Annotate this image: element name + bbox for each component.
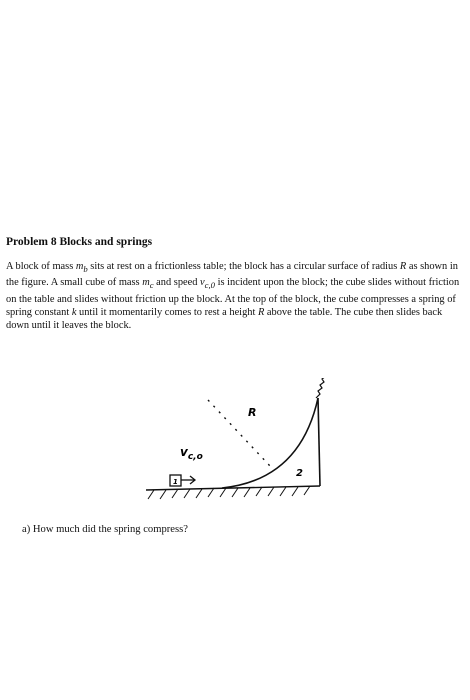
statement-text: and speed xyxy=(153,277,201,289)
math-symbol: m xyxy=(142,277,150,289)
math-symbol: R xyxy=(399,261,407,272)
problem-title: Problem 8 Blocks and springs xyxy=(6,236,153,248)
block-label: 2 xyxy=(296,468,303,479)
block-curved-surface xyxy=(222,398,318,488)
math-subscript: b xyxy=(83,264,88,275)
math-symbol: R xyxy=(257,306,265,318)
figure-drawing xyxy=(140,378,340,508)
math-symbol: v xyxy=(200,277,205,289)
velocity-label: $v_{c,o}$ xyxy=(180,445,203,462)
statement-text: until it momentarily comes to rest a height xyxy=(76,306,258,318)
problem-8 xyxy=(6,236,464,332)
statement-text: A block of mass xyxy=(6,261,76,272)
problem-statement xyxy=(6,260,464,332)
radius-label: R xyxy=(248,406,257,419)
blocks-and-spring-figure xyxy=(140,378,340,508)
math-subscript: c xyxy=(149,280,154,291)
statement-text: sits at rest on a frictionless table; the block has a circular surface of radius xyxy=(87,261,400,272)
radius-line xyxy=(208,400,270,466)
statement-text: above the table. The cube then slides back down until it leaves the block. xyxy=(6,306,443,331)
statement-text: as shown in the figure. A small cube of mass xyxy=(6,261,458,289)
math-symbol: k xyxy=(71,306,77,318)
math-symbol: m xyxy=(75,261,84,272)
math-subscript: c,0 xyxy=(204,280,216,291)
spring xyxy=(316,378,326,398)
statement-text: is incident upon the block; the cube slides without friction on the table and slides without friction up the block. At the top of the block, the cube compresses a spring of spring constant xyxy=(6,277,460,318)
question-a: a) How much did the spring compress? xyxy=(22,524,188,535)
cube-label: 1 xyxy=(173,478,178,486)
block-back-edge xyxy=(318,398,320,486)
